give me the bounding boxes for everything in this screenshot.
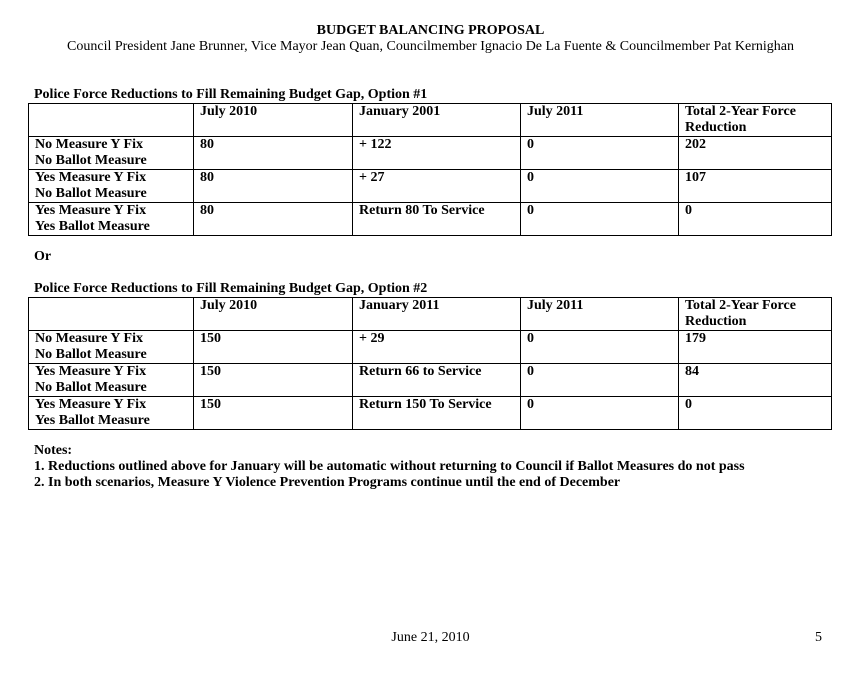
total-reduction-cell: 107	[679, 170, 832, 203]
column-header-text: Reduction	[685, 314, 747, 329]
option-2-table-body	[29, 298, 832, 430]
column-header	[194, 104, 353, 137]
july-2010-cell: 150	[194, 364, 353, 397]
july-2011-cell: 0	[521, 203, 679, 236]
table-row	[29, 364, 832, 397]
january-cell: Return 66 to Service	[353, 364, 521, 397]
row-label	[29, 364, 194, 397]
january-cell: + 122	[353, 137, 521, 170]
notes-section	[34, 443, 745, 491]
july-2010-cell: 150	[194, 331, 353, 364]
january-cell: + 27	[353, 170, 521, 203]
column-header	[679, 104, 832, 137]
column-header	[353, 104, 521, 137]
page-subtitle: Council President Jane Brunner, Vice Mayor Jean Quan, Councilmember Ignacio De La Fuente & Councilmember Pat Kernighan	[67, 39, 794, 54]
table-header-row	[29, 298, 832, 331]
option-2-table	[28, 297, 832, 430]
july-2011-cell: 0	[521, 170, 679, 203]
column-header-text: July 2011	[527, 104, 584, 119]
column-header-text: July 2011	[527, 298, 584, 313]
row-label	[29, 397, 194, 430]
july-2010-cell: 80	[194, 203, 353, 236]
january-cell: + 29	[353, 331, 521, 364]
total-reduction-cell: 84	[679, 364, 832, 397]
row-label-line: No Ballot Measure	[35, 153, 147, 168]
page-title: BUDGET BALANCING PROPOSAL	[316, 23, 545, 38]
notes-title: Notes:	[34, 443, 73, 458]
january-cell: Return 150 To Service	[353, 397, 521, 430]
column-header	[521, 298, 679, 331]
column-header-text: July 2010	[200, 298, 258, 313]
row-label	[29, 137, 194, 170]
july-2011-cell: 0	[521, 397, 679, 430]
column-header	[29, 298, 194, 331]
table-row	[29, 170, 832, 203]
footer-date: June 21, 2010	[391, 630, 470, 645]
row-label-line: No Measure Y Fix	[35, 137, 143, 152]
july-2010-cell: 80	[194, 170, 353, 203]
column-header-text: July 2010	[200, 104, 258, 119]
total-reduction-cell: 0	[679, 203, 832, 236]
column-header	[29, 104, 194, 137]
july-2010-cell: 80	[194, 137, 353, 170]
row-label-line: No Ballot Measure	[35, 186, 147, 201]
row-label-line: No Ballot Measure	[35, 380, 147, 395]
row-label-line: No Measure Y Fix	[35, 331, 143, 346]
column-header-text: January 2001	[359, 104, 441, 119]
option-1-table	[28, 103, 832, 236]
july-2011-cell: 0	[521, 137, 679, 170]
option-1-heading: Police Force Reductions to Fill Remaining Budget Gap, Option #1	[34, 87, 428, 102]
row-label	[29, 331, 194, 364]
row-label-line: Yes Ballot Measure	[35, 413, 150, 428]
column-header-text: Total 2-Year Force	[685, 104, 796, 119]
note-item-2: 2. In both scenarios, Measure Y Violence Prevention Programs continue until the end of December	[34, 475, 621, 490]
column-header	[679, 298, 832, 331]
or-label: Or	[34, 249, 52, 264]
column-header-text: Reduction	[685, 120, 747, 135]
table-row	[29, 137, 832, 170]
column-header-text: Total 2-Year Force	[685, 298, 796, 313]
table-row	[29, 203, 832, 236]
row-label-line: Yes Measure Y Fix	[35, 364, 147, 379]
row-label-line: Yes Measure Y Fix	[35, 397, 147, 412]
july-2011-cell: 0	[521, 331, 679, 364]
total-reduction-cell: 179	[679, 331, 832, 364]
total-reduction-cell: 202	[679, 137, 832, 170]
table-header-row	[29, 104, 832, 137]
column-header-text: January 2011	[359, 298, 440, 313]
option-1-table-body	[29, 104, 832, 236]
row-label-line: Yes Ballot Measure	[35, 219, 150, 234]
column-header	[521, 104, 679, 137]
row-label-line: Yes Measure Y Fix	[35, 203, 147, 218]
row-label-line: Yes Measure Y Fix	[35, 170, 147, 185]
option-2-heading: Police Force Reductions to Fill Remaining Budget Gap, Option #2	[34, 281, 428, 296]
note-item-1: 1. Reductions outlined above for January will be automatic without returning to Council if Ballot Measures do not pass	[34, 459, 745, 474]
column-header	[353, 298, 521, 331]
row-label-line: No Ballot Measure	[35, 347, 147, 362]
table-row	[29, 331, 832, 364]
row-label	[29, 203, 194, 236]
january-cell: Return 80 To Service	[353, 203, 521, 236]
table-row	[29, 397, 832, 430]
row-label	[29, 170, 194, 203]
column-header	[194, 298, 353, 331]
july-2011-cell: 0	[521, 364, 679, 397]
july-2010-cell: 150	[194, 397, 353, 430]
total-reduction-cell: 0	[679, 397, 832, 430]
page-number: 5	[815, 630, 822, 645]
